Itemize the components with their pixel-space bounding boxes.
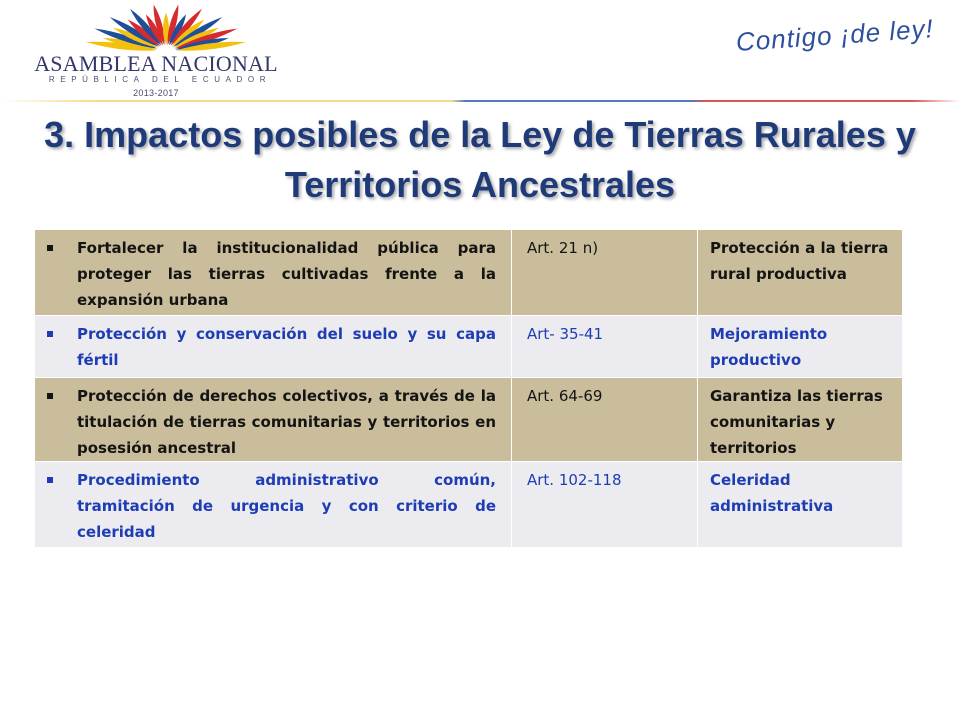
- square-bullet-icon: [47, 467, 77, 493]
- impacts-table: [35, 230, 902, 548]
- table-row: [35, 230, 902, 316]
- logo-subtitle: REPÚBLICA DEL ECUADOR: [48, 75, 272, 84]
- description-text: Protección y conservación del suelo y su capa fértil: [77, 325, 496, 369]
- table-row: [35, 462, 902, 548]
- slogan: Contigo ¡de ley!: [734, 13, 935, 57]
- asamblea-nacional-logo: [28, 2, 284, 102]
- description-text: Fortalecer la institucionalidad pública para proteger las tierras cultivadas frente a la expansión urbana: [77, 239, 496, 309]
- square-bullet-icon: [47, 321, 77, 347]
- slide-title: 3. Impactos posibles de la Ley de Tierras Rurales y Territorios Ancestrales: [44, 114, 916, 205]
- description-text: Procedimiento administrativo común, tramitación de urgencia y con criterio de celeridad: [77, 471, 496, 541]
- table-row: [35, 378, 902, 462]
- square-bullet-icon: [47, 383, 77, 409]
- article-cell: Art. 102-118: [512, 462, 698, 548]
- article-cell: Art. 21 n): [512, 230, 698, 316]
- logo-period: 2013-2017: [133, 88, 179, 98]
- description-cell: [35, 378, 512, 462]
- impact-cell: Garantiza las tierras comunitarias y territorios: [698, 378, 902, 462]
- impact-cell: Protección a la tierra rural productiva: [698, 230, 902, 316]
- article-cell: Art- 35-41: [512, 316, 698, 378]
- impact-cell: Celeridad administrativa: [698, 462, 902, 548]
- article-cell: Art. 64-69: [512, 378, 698, 462]
- description-text: Protección de derechos colectivos, a través de la titulación de tierras comunitarias y territorios en posesión ancestral: [77, 387, 496, 457]
- logo-name: ASAMBLEA NACIONAL: [34, 51, 278, 76]
- description-cell: [35, 316, 512, 378]
- description-cell: [35, 230, 512, 316]
- header-divider: [0, 100, 960, 102]
- table-row: [35, 316, 902, 378]
- square-bullet-icon: [47, 235, 77, 261]
- description-cell: [35, 462, 512, 548]
- impact-cell: Mejoramiento productivo: [698, 316, 902, 378]
